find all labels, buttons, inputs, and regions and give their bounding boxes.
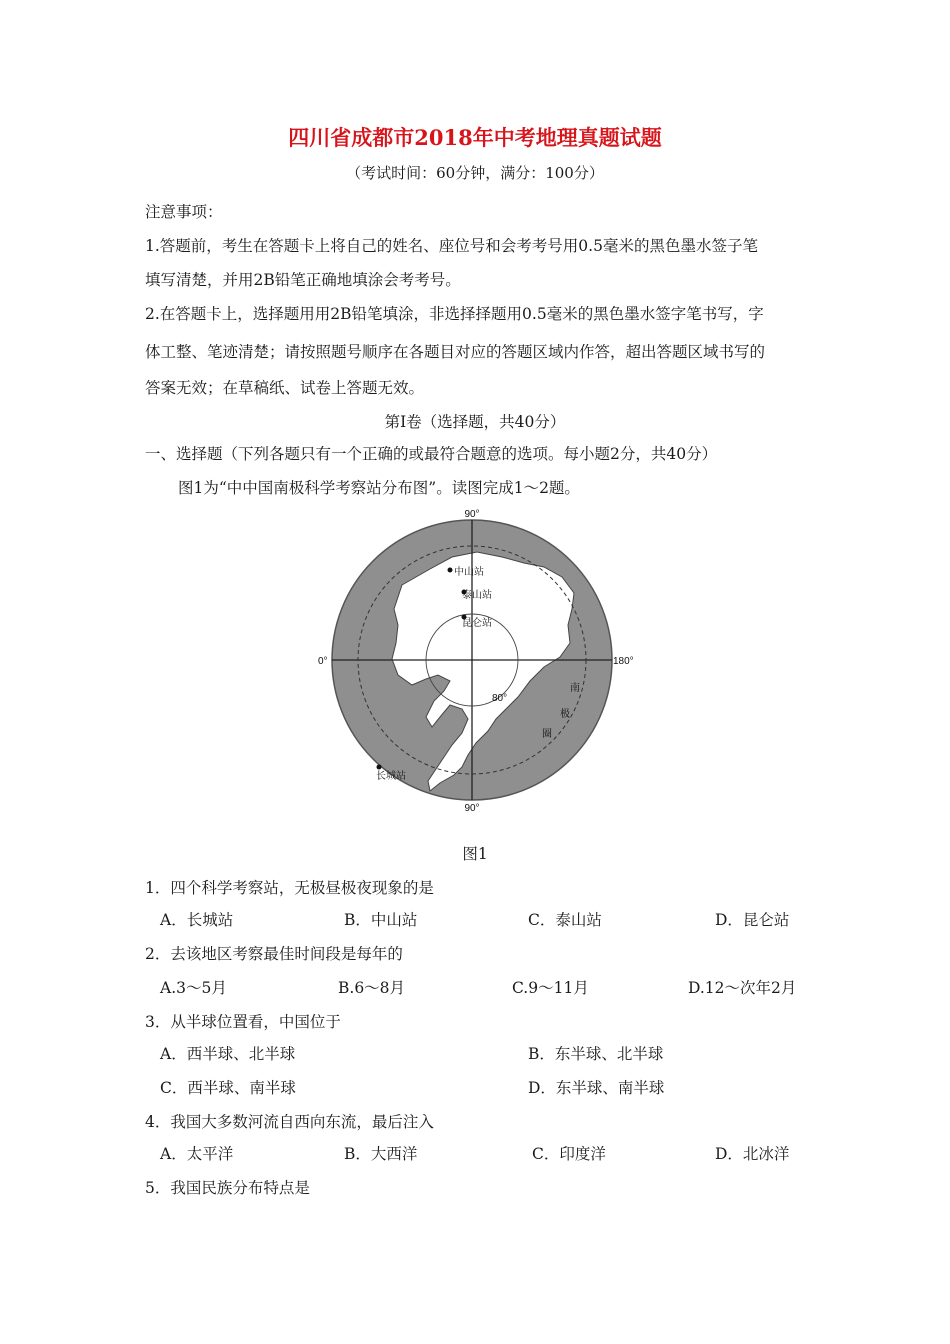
label-bottom: 90°: [464, 803, 480, 814]
section-title: 第Ⅰ卷（选择题，共40分）: [384, 413, 566, 431]
label-circle-1: 南: [570, 683, 580, 694]
label-left: 0°: [318, 656, 328, 667]
question-4-option-b: B．大西洋: [344, 1145, 418, 1163]
zhongshan-marker: [448, 568, 453, 573]
label-circle-3: 圈: [542, 729, 552, 740]
question-2-option-d: D.12～次年2月: [688, 979, 797, 997]
label-circle-2: 极: [560, 709, 570, 720]
question-4-option-d: D．北冰洋: [715, 1145, 790, 1163]
label-changcheng: 长城站: [376, 771, 406, 782]
question-1-option-a: A．长城站: [160, 911, 234, 929]
question-4-stem: 4．我国大多数河流自西向东流，最后注入: [145, 1113, 434, 1131]
question-1-option-b: B．中山站: [344, 911, 418, 929]
question-1-option-c: C．泰山站: [528, 911, 602, 929]
question-2-stem: 2．去该地区考察最佳时间段是每年的: [145, 945, 403, 963]
question-1-stem: 1．四个科学考察站，无极昼极夜现象的是: [145, 879, 434, 897]
notice-item-2-line-2: 体工整、笔迹清楚；请按照题号顺序在各题目对应的答题区域内作答，超出答题区域书写的: [145, 343, 766, 361]
question-3-option-c: C．西半球、南半球: [160, 1079, 296, 1097]
changcheng-marker: [377, 765, 382, 770]
antarctica-map-figure: [312, 505, 642, 815]
question-4-option-a: A．太平洋: [160, 1145, 234, 1163]
part-heading: 一、选择题（下列各题只有一个正确的或最符合题意的选项。每小题2分，共40分）: [145, 445, 718, 463]
label-lat-80: 80°: [492, 693, 508, 704]
question-2-option-c: C.9～11月: [512, 979, 589, 997]
page-title: 四川省成都市2018年中考地理真题试题: [288, 125, 662, 150]
question-3-option-a: A．西半球、北半球: [160, 1045, 296, 1063]
notice-item-2-line-1: 2.在答题卡上，选择题用用2B铅笔填涂，非选择择题用0.5毫米的黑色墨水签字笔书写，字: [145, 305, 764, 323]
label-top: 90°: [464, 509, 480, 520]
notice-item-1-line-2: 填写清楚，并用2B铅笔正确地填涂会考考号。: [145, 271, 461, 289]
notice-item-2-line-3: 答案无效；在草稿纸、试卷上答题无效。: [145, 379, 425, 397]
question-2-option-a: A.3～5月: [160, 979, 227, 997]
question-5-stem: 5．我国民族分布特点是: [145, 1179, 310, 1197]
question-3-stem: 3．从半球位置看，中国位于: [145, 1013, 341, 1031]
figure-intro: 图1为“中中国南极科学考察站分布图”。读图完成1～2题。: [178, 479, 580, 497]
exam-info: （考试时间：60分钟，满分：100分）: [346, 164, 604, 182]
question-1-option-d: D．昆仑站: [715, 911, 790, 929]
question-3-option-b: B．东半球、北半球: [528, 1045, 664, 1063]
label-right: 180°: [613, 656, 634, 667]
question-2-option-b: B.6～8月: [338, 979, 406, 997]
notice-item-1-line-1: 1.答题前，考生在答题卡上将自己的姓名、座位号和会考考号用0.5毫米的黑色墨水签子笔: [145, 237, 758, 255]
label-kunlun: 昆仑站: [462, 618, 492, 629]
label-taishan: 泰山站: [462, 590, 492, 601]
label-zhongshan: 中山站: [454, 567, 484, 578]
notice-heading: 注意事项：: [145, 203, 223, 221]
antarctica-map: [312, 505, 642, 815]
question-4-option-c: C．印度洋: [532, 1145, 606, 1163]
question-3-option-d: D．东半球、南半球: [528, 1079, 665, 1097]
figure-caption: 图1: [462, 845, 488, 863]
